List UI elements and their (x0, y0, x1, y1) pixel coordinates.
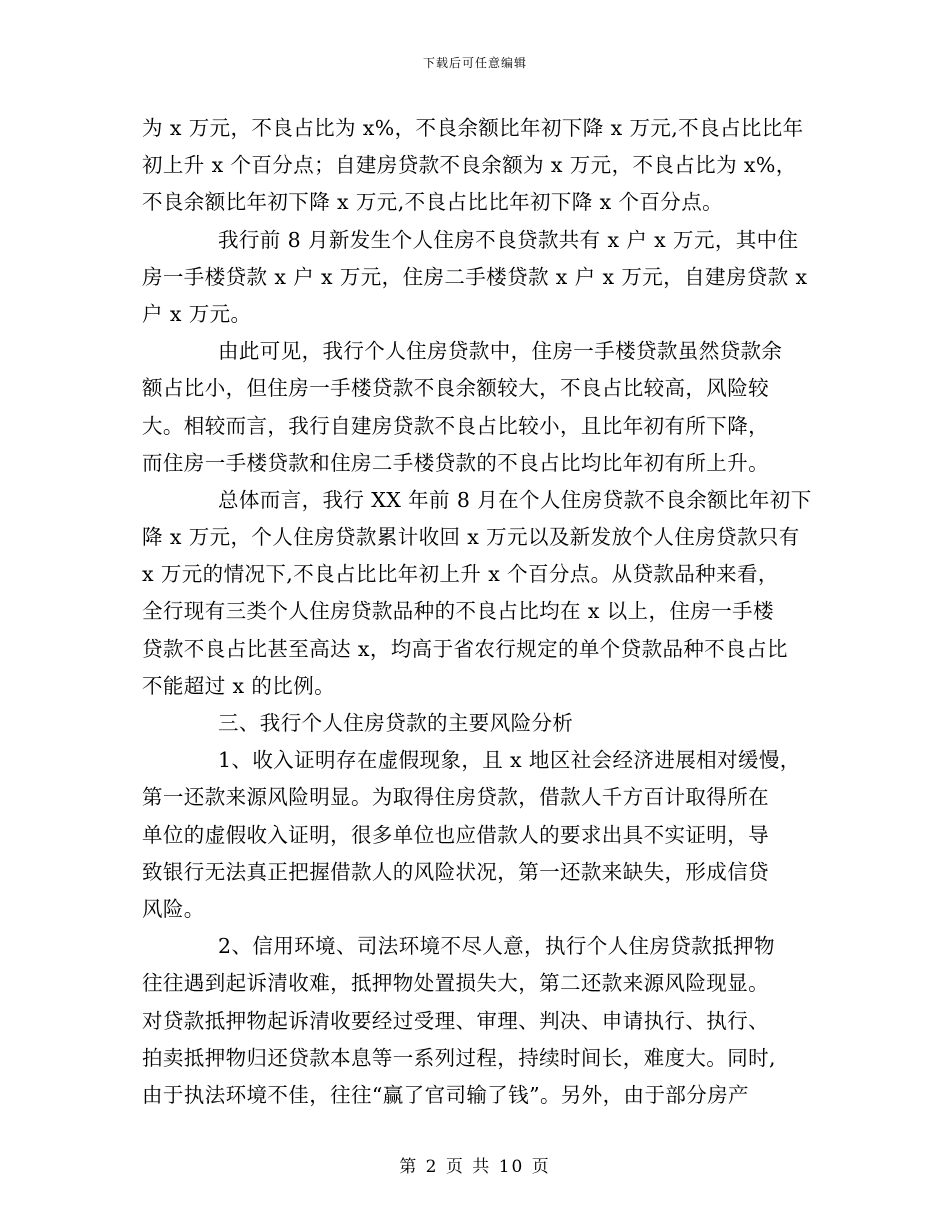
text-line: 额占比小，但住房一手楼贷款不良余额较大，不良占比较高，风险较 (142, 376, 769, 401)
text-line: 降 x 万元，个人住房贷款累计收回 x 万元以及新发放个人住房贷款只有 (142, 525, 800, 550)
text-line: x 万元的情况下,不良占比比年初上升 x 个百分点。从贷款品种来看， (142, 562, 779, 587)
paragraph-start: 2、信用环境、司法环境不尽人意，执行个人住房贷款抵押物 (218, 934, 775, 959)
text-line: 单位的虚假收入证明，很多单位也应借款人的要求出具不实证明，导 (142, 822, 769, 847)
page-header: 下载后可任意编辑 (422, 56, 527, 70)
section-heading: 三、我行个人住房贷款的主要风险分析 (218, 711, 574, 735)
text-line: 不良余额比年初下降 x 万元,不良占比比年初下降 x 个百分点。 (142, 190, 724, 215)
text-line: 第一还款来源风险明显。为取得住房贷款，借款人千方百计取得所在 (142, 785, 769, 810)
paragraph-start: 由此可见，我行个人住房贷款中，住房一手楼贷款虽然贷款余 (218, 339, 783, 364)
page-footer: 第 2 页 共 10 页 (399, 1157, 551, 1177)
body-text (142, 110, 810, 1114)
text-line: 对贷款抵押物起诉清收要经过受理、审理、判决、申请执行、执行、 (142, 1008, 769, 1033)
paragraph-start: 总体而言，我行 XX 年前 8 月在个人住房贷款不良余额比年初下 (218, 487, 812, 512)
paragraph-start: 1、收入证明存在虚假现象，且 x 地区社会经济进展相对缓慢， (218, 748, 801, 773)
text-line: 为 x 万元，不良占比为 x%，不良余额比年初下降 x 万元,不良占比比年 (142, 116, 804, 140)
text-line: 拍卖抵押物归还贷款本息等一系列过程，持续时间长，难度大。同时, (142, 1045, 776, 1070)
text-line: 往往遇到起诉清收难，抵押物处置损失大，第二还款来源风险现显。 (142, 971, 769, 996)
text-line: 而住房一手楼贷款和住房二手楼贷款的不良占比均比年初有所上升。 (142, 450, 769, 475)
text-line: 房一手楼贷款 x 户 x 万元，住房二手楼贷款 x 户 x 万元，自建房贷款 x (142, 264, 808, 289)
text-line: 全行现有三类个人住房贷款品种的不良占比均在 x 以上，住房一手楼 (142, 599, 774, 624)
text-line: 初上升 x 个百分点；自建房贷款不良余额为 x 万元，不良占比为 x%， (142, 153, 797, 178)
text-line: 户 x 万元。 (142, 301, 252, 326)
text-line: 大。相较而言，我行自建房贷款不良占比较小，且比年初有所下降， (142, 413, 769, 438)
text-line: 致银行无法真正把握借款人的风险状况，第一还款来缺失，形成信贷 (142, 859, 769, 884)
text-line: 贷款不良占比甚至高达 x，均高于省农行规定的单个贷款品种不良占比 (142, 636, 788, 661)
text-line: 不能超过 x 的比例。 (142, 673, 335, 698)
text-line: 风险。 (142, 896, 205, 921)
paragraph-start: 我行前 8 月新发生个人住房不良贷款共有 x 户 x 万元，其中住 (218, 227, 799, 252)
text-line: 由于执法环境不佳，往往“赢了官司输了钱”。另外，由于部分房产 (142, 1082, 749, 1107)
